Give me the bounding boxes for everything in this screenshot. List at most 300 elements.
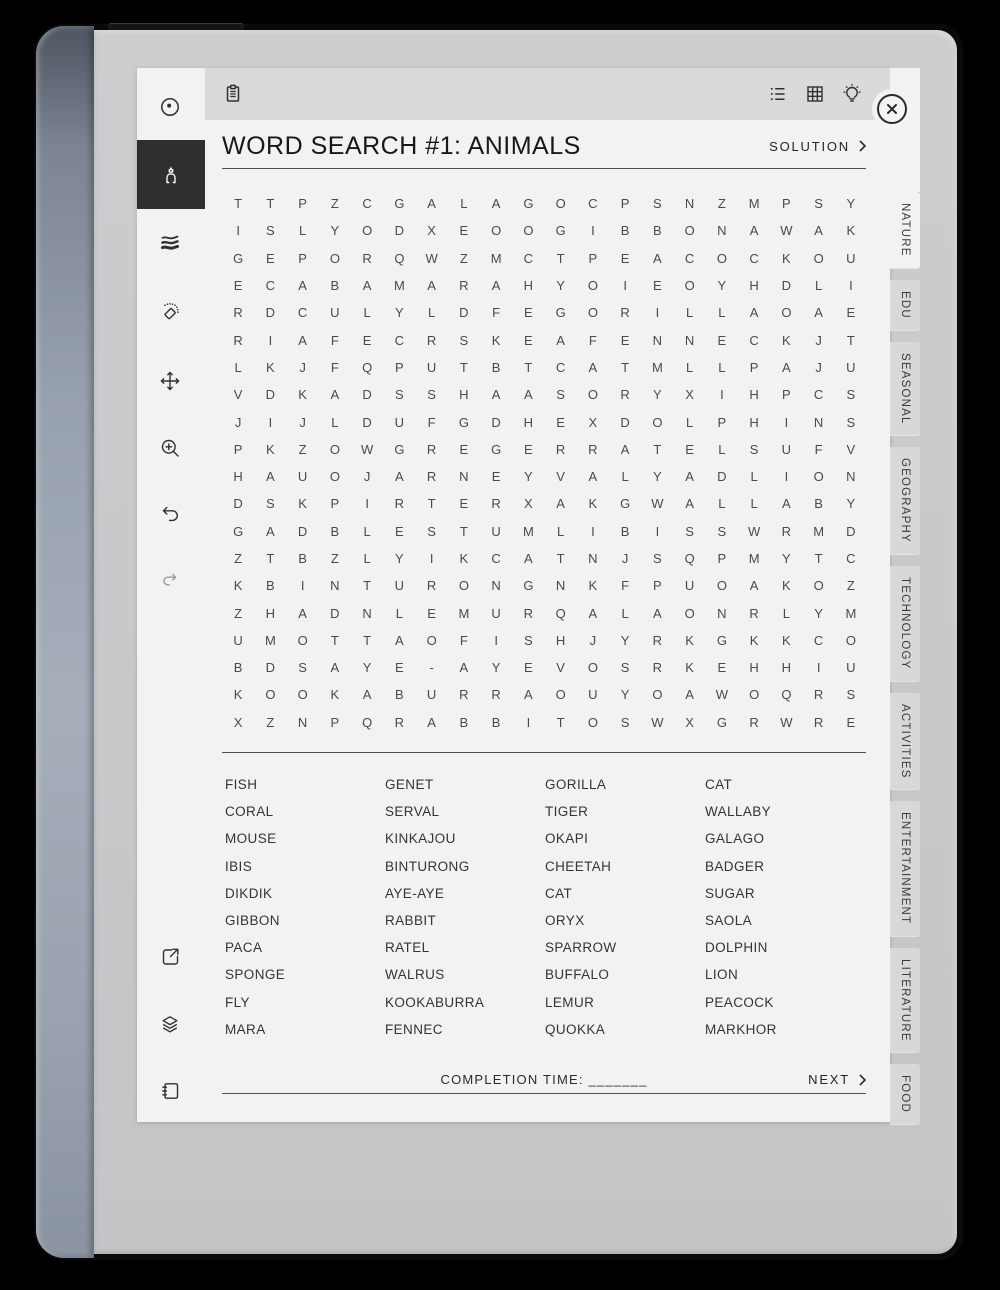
word-item: SAOLA <box>705 913 753 929</box>
grid-letter: I <box>526 714 531 730</box>
word-item: RATEL <box>385 940 430 956</box>
grid-letter: P <box>298 196 307 212</box>
grid-letter: O <box>426 632 437 648</box>
grid-letter: R <box>620 305 630 321</box>
grid-letter: D <box>781 278 792 294</box>
grid-letter: N <box>459 469 469 485</box>
grid-letter: W <box>780 223 793 239</box>
menu-toggle-icon[interactable] <box>158 95 182 119</box>
grid-letter: K <box>233 578 243 594</box>
grid-letter: E <box>620 332 630 348</box>
grid-letter: A <box>298 278 307 294</box>
grid-letter: O <box>297 687 308 703</box>
word-item: BINTURONG <box>385 858 470 874</box>
grid-letter: R <box>652 660 663 676</box>
grid-letter: M <box>748 196 760 212</box>
grid-letter: A <box>266 523 275 539</box>
grid-letter: S <box>298 660 307 676</box>
zoom-in-icon[interactable] <box>158 436 182 460</box>
grid-letter: A <box>653 605 662 621</box>
grid-letter: D <box>330 605 340 621</box>
grid-letter: O <box>555 196 566 212</box>
grid-letter: A <box>395 632 404 648</box>
grid-letter: E <box>427 605 436 621</box>
grid-letter: U <box>426 359 437 375</box>
grid-letter: W <box>780 714 793 730</box>
tab-label: FOOD <box>899 1075 911 1114</box>
grid-letter: S <box>620 714 630 730</box>
grid-letter: J <box>621 551 629 566</box>
grid-letter: H <box>781 660 792 676</box>
redo-icon[interactable] <box>158 566 182 590</box>
notebook-icon[interactable] <box>158 1079 182 1103</box>
grid-letter: L <box>363 523 371 539</box>
grid-letter: A <box>782 496 791 512</box>
grid-letter: - <box>429 660 434 676</box>
grid-letter: A <box>782 359 791 375</box>
grid-letter: E <box>846 305 856 321</box>
layers-icon[interactable] <box>158 1012 182 1036</box>
grid-letter: X <box>685 387 694 403</box>
grid-letter: O <box>652 687 663 703</box>
chevron-right-icon <box>859 1074 866 1086</box>
grid-letter: O <box>684 223 695 239</box>
grid-letter: C <box>523 250 534 266</box>
grid-letter: S <box>459 332 469 348</box>
grid-letter: R <box>652 632 663 648</box>
grid-letter: T <box>814 551 823 566</box>
grid-letter: D <box>362 414 372 430</box>
grid-letter: M <box>522 523 534 539</box>
grid-letter: D <box>491 414 501 430</box>
grid-letter: A <box>685 469 694 485</box>
grid-letter: E <box>556 414 565 430</box>
solution-label: SOLUTION <box>769 138 850 154</box>
grid-letter: H <box>555 632 566 648</box>
grid-letter: T <box>556 551 565 566</box>
grid-letter: K <box>685 660 694 676</box>
grid-letter: K <box>266 359 275 375</box>
grid-letter: S <box>653 196 662 212</box>
grid-letter: E <box>491 469 501 485</box>
grid-letter: K <box>588 496 598 512</box>
grid-letter: A <box>653 250 662 266</box>
tab-label: NATURE <box>899 203 911 257</box>
grid-letter: S <box>685 523 694 539</box>
grid-letter: R <box>491 496 501 512</box>
grid-letter: L <box>460 196 468 212</box>
grid-letter: G <box>233 250 244 266</box>
grid-letter: I <box>236 223 240 239</box>
grid-icon[interactable] <box>803 82 827 106</box>
grid-letter: Y <box>395 551 404 566</box>
tab-literature[interactable] <box>890 948 920 1053</box>
screen <box>94 30 957 1254</box>
grid-letter: G <box>394 196 405 212</box>
grid-letter: Z <box>330 196 339 212</box>
grid-letter: B <box>330 278 340 294</box>
grid-letter: L <box>621 605 629 621</box>
grid-letter: D <box>362 387 372 403</box>
grid-letter: L <box>686 305 694 321</box>
grid-letter: K <box>782 332 791 348</box>
word-item: WALRUS <box>385 967 445 983</box>
grid-letter: A <box>362 278 372 294</box>
chevron-right-icon <box>859 140 866 152</box>
grid-letter: S <box>266 496 275 512</box>
grid-letter: I <box>591 223 595 239</box>
grid-letter: M <box>845 605 857 621</box>
grid-letter: S <box>846 687 856 703</box>
word-item: GORILLA <box>545 777 607 793</box>
grid-letter: I <box>655 305 660 321</box>
grid-letter: Q <box>362 359 373 375</box>
grid-letter: B <box>814 496 823 512</box>
word-item: RABBIT <box>385 913 437 929</box>
grid-letter: E <box>846 714 856 730</box>
pen-tool-button[interactable] <box>137 140 205 209</box>
grid-letter: T <box>234 196 243 212</box>
grid-letter: R <box>459 687 469 703</box>
grid-letter: R <box>426 441 437 457</box>
grid-letter: H <box>749 660 759 676</box>
letter-grid[interactable] <box>222 190 867 736</box>
grid-letter: O <box>813 578 824 594</box>
grid-letter: A <box>330 660 340 676</box>
grid-letter: R <box>426 469 437 485</box>
grid-letter: K <box>685 632 694 648</box>
undo-icon[interactable] <box>158 501 182 525</box>
page-title: WORD SEARCH #1: ANIMALS <box>222 131 581 160</box>
grid-letter: W <box>651 714 664 730</box>
grid-letter: M <box>458 605 470 621</box>
strokes-icon[interactable] <box>158 230 182 254</box>
grid-letter: Z <box>459 250 468 266</box>
grid-letter: O <box>523 223 534 239</box>
grid-letter: A <box>266 469 275 485</box>
grid-letter: H <box>233 469 243 485</box>
tab-technology[interactable] <box>890 566 920 681</box>
grid-letter: F <box>427 414 436 430</box>
grid-letter: U <box>846 359 856 375</box>
move-tool-icon[interactable] <box>158 369 182 393</box>
grid-letter: I <box>655 523 660 539</box>
grid-letter: Y <box>846 196 856 212</box>
solution-button[interactable] <box>769 139 866 154</box>
grid-letter: A <box>298 605 307 621</box>
grid-letter: U <box>684 578 695 594</box>
grid-letter: K <box>459 551 469 566</box>
grid-letter: T <box>266 196 275 212</box>
grid-letter: G <box>555 305 566 321</box>
grid-letter: K <box>588 578 598 594</box>
grid-letter: Z <box>298 441 307 457</box>
grid-letter: S <box>846 387 856 403</box>
grid-letter: A <box>556 332 565 348</box>
grid-letter: R <box>233 332 243 348</box>
grid-letter: A <box>814 305 823 321</box>
grid-letter: C <box>813 387 824 403</box>
grid-letter: L <box>718 496 726 512</box>
tab-food[interactable] <box>890 1064 920 1124</box>
grid-letter: W <box>715 687 729 703</box>
grid-letter: U <box>394 578 405 594</box>
grid-letter: U <box>394 414 405 430</box>
grid-letter: E <box>233 278 243 294</box>
grid-letter: Y <box>491 660 501 676</box>
grid-letter: K <box>846 223 856 239</box>
grid-letter: I <box>429 551 434 566</box>
grid-letter: O <box>458 578 469 594</box>
grid-letter: J <box>299 359 306 375</box>
tab-edu[interactable] <box>890 280 920 330</box>
grid-letter: B <box>459 714 469 730</box>
grid-letter: U <box>846 250 856 266</box>
word-item: GIBBON <box>225 913 280 929</box>
grid-letter: L <box>234 359 242 375</box>
tab-seasonal[interactable] <box>890 342 920 436</box>
grid-letter: Y <box>653 387 662 403</box>
page-footer <box>222 1068 866 1092</box>
next-label: NEXT <box>808 1072 850 1087</box>
grid-letter: O <box>587 305 598 321</box>
grid-letter: Q <box>684 551 695 566</box>
tab-label: ENTERTAINMENT <box>899 812 911 925</box>
next-button[interactable] <box>808 1068 866 1092</box>
grid-letter: S <box>749 441 759 457</box>
grid-letter: O <box>329 441 340 457</box>
grid-letter: S <box>814 196 823 212</box>
tab-rail-tabs <box>890 192 920 1124</box>
grid-letter: O <box>652 414 663 430</box>
grid-letter: F <box>330 332 339 348</box>
grid-letter: O <box>362 223 373 239</box>
word-item: LEMUR <box>545 994 595 1010</box>
grid-letter: D <box>297 523 308 539</box>
grid-letter: R <box>813 687 824 703</box>
grid-letter: B <box>620 523 630 539</box>
word-item: SPARROW <box>545 940 617 956</box>
grid-letter: L <box>299 223 307 239</box>
grid-letter: F <box>621 578 630 594</box>
grid-letter: U <box>426 687 437 703</box>
grid-letter: T <box>363 578 372 594</box>
grid-letter: C <box>297 305 308 321</box>
grid-letter: X <box>427 223 436 239</box>
grid-letter: U <box>846 660 856 676</box>
grid-letter: R <box>426 578 437 594</box>
list-icon[interactable] <box>766 82 790 106</box>
grid-letter: U <box>330 305 340 321</box>
grid-letter: E <box>717 660 727 676</box>
grid-letter: T <box>459 523 468 539</box>
grid-letter: K <box>749 632 759 648</box>
grid-letter: Q <box>394 250 405 266</box>
grid-letter: G <box>620 496 631 512</box>
grid-letter: T <box>556 714 565 730</box>
grid-letter: U <box>491 605 501 621</box>
grid-letter: P <box>395 359 404 375</box>
grid-letter: Y <box>814 605 823 621</box>
grid-letter: O <box>555 687 566 703</box>
grid-letter: G <box>491 441 502 457</box>
grid-letter: L <box>718 305 726 321</box>
grid-letter: I <box>300 578 305 594</box>
grid-letter: L <box>718 441 726 457</box>
grid-letter: W <box>425 250 438 266</box>
grid-letter: T <box>524 359 533 375</box>
grid-letter: R <box>362 250 372 266</box>
grid-letter: A <box>749 223 759 239</box>
grid-letter: T <box>427 496 436 512</box>
word-item: CAT <box>545 885 573 901</box>
grid-letter: U <box>491 523 501 539</box>
completion-time: COMPLETION TIME: _______ <box>440 1072 648 1087</box>
clipboard-icon[interactable] <box>221 82 245 106</box>
grid-letter: Y <box>620 687 630 703</box>
grid-letter: E <box>459 441 469 457</box>
word-item: BUFFALO <box>545 967 610 983</box>
grid-letter: Z <box>846 578 855 594</box>
grid-letter: N <box>588 551 598 566</box>
grid-letter: D <box>265 660 276 676</box>
grid-letter: E <box>653 278 662 294</box>
grid-letter: E <box>524 332 533 348</box>
grid-letter: Y <box>330 223 340 239</box>
grid-letter: F <box>330 359 339 375</box>
grid-letter: G <box>716 632 727 648</box>
grid-letter: Y <box>524 469 533 485</box>
grid-letter: Z <box>234 605 243 621</box>
grid-letter: S <box>620 660 630 676</box>
grid-letter: A <box>685 687 694 703</box>
grid-letter: C <box>394 332 405 348</box>
grid-letter: M <box>264 632 276 648</box>
export-icon[interactable] <box>158 945 182 969</box>
grid-letter: L <box>395 605 403 621</box>
grid-letter: N <box>491 578 501 594</box>
word-item: PACA <box>225 940 263 956</box>
word-item: TIGER <box>545 804 589 820</box>
close-button[interactable] <box>877 94 907 124</box>
grid-letter: I <box>849 278 853 294</box>
grid-letter: I <box>268 414 273 430</box>
grid-letter: R <box>394 496 405 512</box>
grid-letter: S <box>846 414 856 430</box>
grid-letter: S <box>266 223 275 239</box>
grid-letter: E <box>685 441 694 457</box>
grid-letter: L <box>782 605 790 621</box>
grid-letter: A <box>427 714 436 730</box>
grid-letter: O <box>813 250 824 266</box>
grid-letter: F <box>814 441 823 457</box>
grid-letter: J <box>815 332 822 348</box>
grid-letter: O <box>684 278 695 294</box>
grid-letter: Y <box>782 551 791 566</box>
grid-letter: A <box>749 578 759 594</box>
word-item: CORAL <box>225 804 274 820</box>
grid-letter: K <box>266 441 275 457</box>
grid-letter: M <box>490 250 502 266</box>
grid-letter: X <box>233 714 243 730</box>
grid-letter: R <box>813 714 824 730</box>
word-item: FLY <box>225 994 250 1010</box>
grid-letter: R <box>426 332 437 348</box>
grid-letter: R <box>749 714 759 730</box>
grid-letter: R <box>233 305 243 321</box>
word-item: FENNEC <box>385 1021 443 1037</box>
grid-letter: C <box>813 632 824 648</box>
lightbulb-icon[interactable] <box>840 82 864 106</box>
grid-letter: O <box>587 714 598 730</box>
grid-letter: C <box>491 551 501 566</box>
grid-letter: D <box>394 223 405 239</box>
eraser-icon[interactable] <box>158 300 182 324</box>
tab-activities[interactable] <box>890 693 920 790</box>
grid-letter: G <box>233 523 244 539</box>
word-item: MOUSE <box>225 831 277 847</box>
grid-letter: O <box>684 605 695 621</box>
grid-letter: L <box>331 414 339 430</box>
word-item: MARKHOR <box>705 1021 777 1037</box>
grid-letter: F <box>459 632 468 648</box>
word-item: SPONGE <box>225 967 286 983</box>
grid-letter: I <box>623 278 627 294</box>
grid-letter: P <box>298 250 307 266</box>
word-item: SERVAL <box>385 804 440 820</box>
grid-letter: H <box>523 278 534 294</box>
word-item: WALLABY <box>705 804 772 820</box>
tab-nature[interactable] <box>890 192 920 268</box>
grid-letter: T <box>330 632 339 648</box>
grid-letter: Z <box>266 714 275 730</box>
grid-letter: A <box>298 332 307 348</box>
grid-letter: T <box>846 332 855 348</box>
grid-letter: B <box>491 359 501 375</box>
grid-letter: X <box>588 414 598 430</box>
grid-letter: Q <box>362 714 373 730</box>
tab-geography[interactable] <box>890 447 920 554</box>
grid-letter: H <box>749 278 759 294</box>
grid-letter: D <box>233 496 243 512</box>
grid-letter: Z <box>234 551 243 566</box>
grid-letter: A <box>427 278 436 294</box>
grid-letter: K <box>491 332 501 348</box>
grid-letter: J <box>815 359 822 375</box>
grid-letter: G <box>523 578 534 594</box>
grid-letter: E <box>459 223 469 239</box>
grid-letter: A <box>330 387 340 403</box>
grid-letter: L <box>621 469 629 485</box>
grid-letter: N <box>362 605 372 621</box>
grid-letter: D <box>265 305 276 321</box>
grid-letter: R <box>491 687 501 703</box>
grid-letter: A <box>491 196 501 212</box>
grid-letter: L <box>428 305 436 321</box>
grid-letter: B <box>330 523 340 539</box>
grid-letter: M <box>651 359 663 375</box>
tab-label: LITERATURE <box>899 958 911 1042</box>
grid-letter: T <box>621 359 630 375</box>
word-item: CAT <box>705 777 733 793</box>
grid-letter: A <box>459 660 469 676</box>
grid-letter: V <box>846 441 856 457</box>
grid-letter: N <box>684 332 695 348</box>
grid-letter: K <box>782 632 791 648</box>
grid-letter: Y <box>395 305 404 321</box>
tab-entertainment[interactable] <box>890 801 920 935</box>
grid-letter: E <box>362 332 372 348</box>
